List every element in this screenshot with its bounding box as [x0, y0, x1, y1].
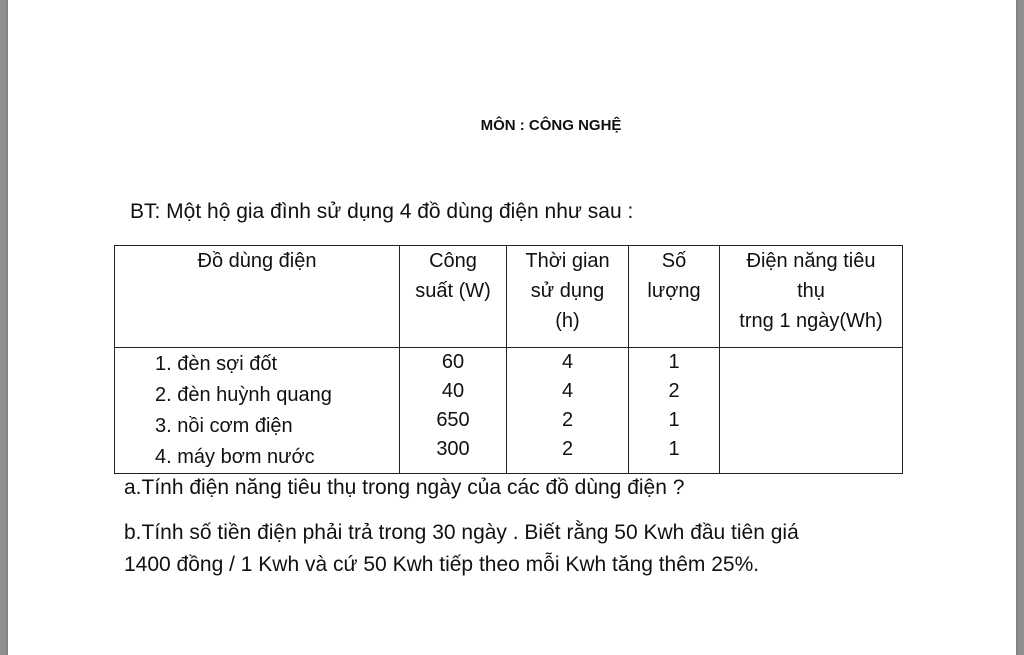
table-header-row [115, 246, 903, 348]
quantity-values-cell [629, 348, 720, 474]
appliance-name: 3. nồi cơm điện [155, 415, 293, 437]
question-a: a.Tính điện năng tiêu thụ trong ngày của các đồ dùng điện ? [124, 476, 685, 499]
question-b-line-1: b.Tính số tiền điện phải trả trong 30 ngày . Biết rằng 50 Kwh đầu tiên giá [124, 521, 799, 544]
header-power: Công suất (W) [400, 246, 507, 348]
exercise-intro: BT: Một hộ gia đình sử dụng 4 đồ dùng điện như sau : [130, 200, 634, 223]
quantity-value: 1 [668, 438, 680, 460]
quantity-value: 1 [668, 409, 680, 431]
time-value: 4 [561, 380, 574, 402]
header-appliance: Đồ dùng điện [115, 246, 400, 348]
time-values-cell [507, 348, 629, 474]
power-value: 60 [441, 351, 465, 373]
question-b [124, 517, 799, 581]
time-value: 4 [561, 351, 574, 373]
page-title: MÔN : CÔNG NGHỆ [480, 117, 622, 134]
appliance-table [114, 245, 903, 474]
time-value: 2 [561, 409, 574, 431]
power-value: 300 [436, 438, 470, 460]
header-energy: Điện năng tiêu thụ trng 1 ngày(Wh) [720, 246, 903, 348]
header-quantity: Số lượng [629, 246, 720, 348]
table-body-row [115, 348, 903, 474]
energy-values-cell [720, 348, 903, 474]
appliance-name: 1. đèn sợi đốt [155, 353, 278, 375]
appliance-name: 2. đèn huỳnh quang [155, 384, 332, 406]
quantity-value: 1 [668, 351, 680, 373]
question-b-line-2: 1400 đồng / 1 Kwh và cứ 50 Kwh tiếp theo mỗi Kwh tăng thêm 25%. [124, 553, 760, 576]
quantity-value: 2 [668, 380, 680, 402]
power-values-cell [400, 348, 507, 474]
document-page [8, 0, 1016, 655]
time-value: 2 [561, 438, 574, 460]
power-value: 650 [436, 409, 470, 431]
header-usage-time: Thời gian sử dụng (h) [507, 246, 629, 348]
power-value: 40 [441, 380, 465, 402]
appliance-names-cell [115, 348, 400, 474]
appliance-name: 4. máy bơm nước [155, 446, 315, 468]
